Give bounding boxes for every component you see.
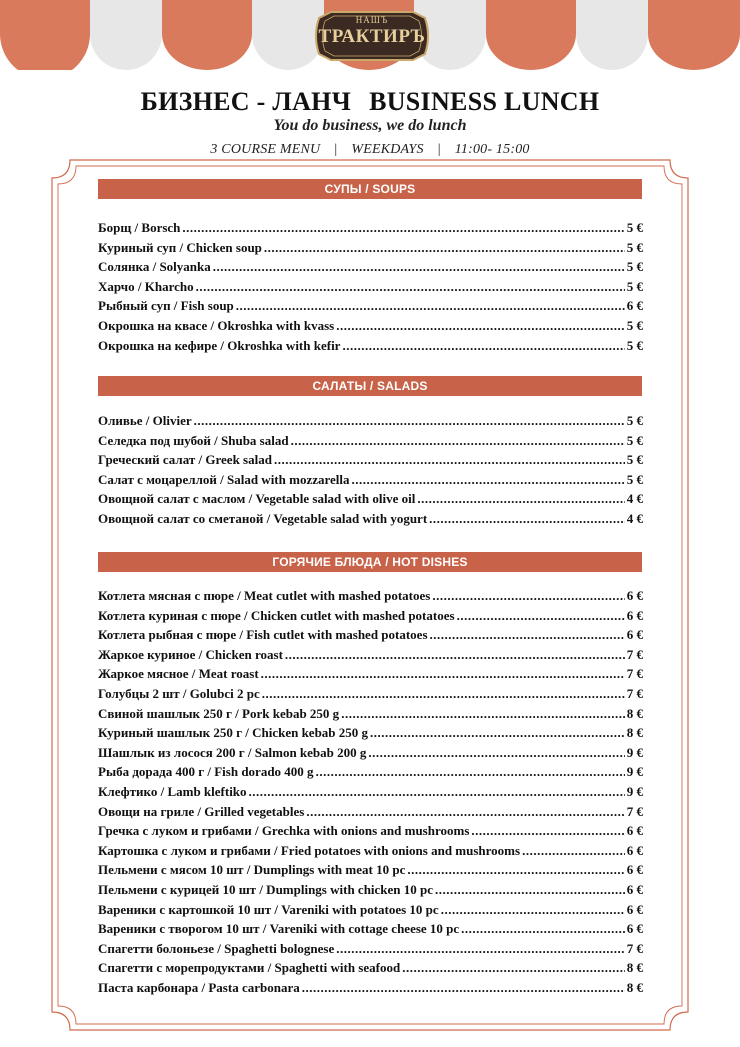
restaurant-logo	[309, 6, 435, 66]
menu-item: Овощи на гриле / Grilled vegetables ..... 7 €	[98, 804, 643, 824]
menu-info	[0, 142, 740, 158]
menu-item: Картошка с луком и грибами / Fried potatoes with onions and mushrooms ..... 6 €	[98, 843, 643, 863]
menu-item: Рыбный суп / Fish soup ..... 6 €	[98, 298, 643, 318]
menu-item: Шашлык из лосося 200 г / Salmon kebab 200 g ..... 9 €	[98, 745, 643, 765]
info-separator: |	[334, 142, 338, 157]
menu-item: Паста карбонара / Pasta carbonara ..... 8 €	[98, 980, 643, 1000]
section-header-salads: САЛАТЫ / SALADS	[98, 376, 642, 396]
logo-big-text: ТРАКТИРЪ	[318, 26, 426, 47]
menu-item: Вареники с картошкой 10 шт / Vareniki with potatoes 10 pc ..... 6 €	[98, 902, 643, 922]
menu-item: Спагетти болоньезе / Spaghetti bolognese ..... 7 €	[98, 941, 643, 961]
info-courses: 3 COURSE MENU	[210, 142, 321, 157]
menu-item: Клефтико / Lamb kleftiko ..... 9 €	[98, 784, 643, 804]
hot-dishes-list	[98, 588, 643, 999]
menu-item: Борщ / Borsch ..... 5 €	[98, 220, 643, 240]
menu-item: Салат с моцареллой / Salad with mozzarella ..... 5 €	[98, 472, 643, 492]
soups-list	[98, 220, 643, 357]
salads-list	[98, 413, 643, 531]
menu-item: Жаркое мясное / Meat roast ..... 7 €	[98, 666, 643, 686]
menu-item: Спагетти с морепродуктами / Spaghetti with seafood ..... 8 €	[98, 960, 643, 980]
section-header-hot-dishes: ГОРЯЧИЕ БЛЮДА / HOT DISHES	[98, 552, 642, 572]
page-subtitle: You do business, we do lunch	[273, 117, 467, 134]
menu-item: Свиной шашлык 250 г / Pork kebab 250 g ..... 8 €	[98, 706, 643, 726]
menu-item: Солянка / Solyanka ..... 5 €	[98, 259, 643, 279]
page-title	[0, 87, 740, 117]
menu-item: Куриный суп / Chicken soup ..... 5 €	[98, 240, 643, 260]
menu-item: Котлета рыбная с пюре / Fish cutlet with mashed potatoes ..... 6 €	[98, 627, 643, 647]
logo-small-text: НАШЪ	[355, 15, 389, 25]
menu-item: Котлета мясная с пюре / Meat cutlet with mashed potatoes ..... 6 €	[98, 588, 643, 608]
menu-item: Окрошка на кефире / Okroshka with kefir ..... 5 €	[98, 338, 643, 358]
menu-item: Оливье / Olivier ..... 5 €	[98, 413, 643, 433]
menu-item: Овощной салат с маслом / Vegetable salad with olive oil ..... 4 €	[98, 491, 643, 511]
info-separator: |	[437, 142, 441, 157]
menu-item: Вареники с творогом 10 шт / Vareniki with cottage cheese 10 pc ..... 6 €	[98, 921, 643, 941]
menu-item: Куриный шашлык 250 г / Chicken kebab 250 g ..... 8 €	[98, 725, 643, 745]
menu-item: Селедка под шубой / Shuba salad ..... 5 €	[98, 433, 643, 453]
title-ru: БИЗНЕС - ЛАНЧ	[140, 87, 352, 116]
menu-item: Голубцы 2 шт / Golubci 2 pc ..... 7 €	[98, 686, 643, 706]
menu-item: Харчо / Kharcho ..... 5 €	[98, 279, 643, 299]
menu-item: Рыба дорада 400 г / Fish dorado 400 g ..... 9 €	[98, 764, 643, 784]
section-header-soups: СУПЫ / SOUPS	[98, 179, 642, 199]
menu-item: Жаркое куриное / Chicken roast ..... 7 €	[98, 647, 643, 667]
menu-item: Пельмени с курицей 10 шт / Dumplings with chicken 10 pc ..... 6 €	[98, 882, 643, 902]
menu-item: Окрошка на квасе / Okroshka with kvass ..... 5 €	[98, 318, 643, 338]
title-en: BUSINESS LUNCH	[369, 87, 600, 116]
menu-item: Овощной салат со сметаной / Vegetable salad with yogurt ..... 4 €	[98, 511, 643, 531]
info-hours: 11:00- 15:00	[454, 142, 530, 157]
menu-item: Греческий салат / Greek salad ..... 5 €	[98, 452, 643, 472]
info-days: WEEKDAYS	[351, 142, 424, 157]
menu-item: Котлета куриная с пюре / Chicken cutlet with mashed potatoes ..... 6 €	[98, 608, 643, 628]
menu-item: Гречка с луком и грибами / Grechka with onions and mushrooms ..... 6 €	[98, 823, 643, 843]
menu-item: Пельмени с мясом 10 шт / Dumplings with meat 10 pc ..... 6 €	[98, 862, 643, 882]
